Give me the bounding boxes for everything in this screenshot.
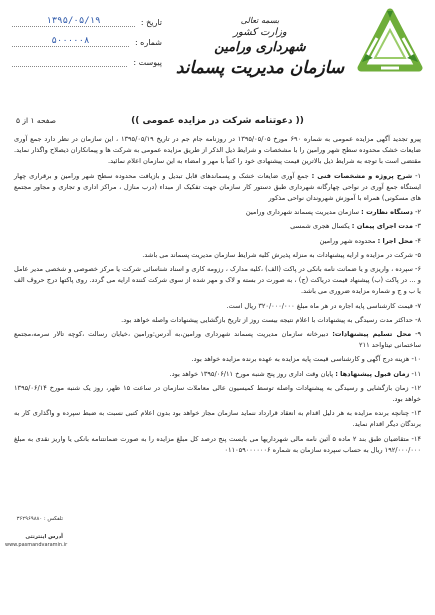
attachment-row: [12, 52, 162, 67]
condition-text: زمان بازگشایی و رسیدگی به پیشنهادات واصله توسط کمیسیون عالی معاملات سازمان در ساعت ۱۵ ظهر، روز یک شنبه مورخ ۱۳۹۵/۰۶/۱۴ خواهد بود.: [14, 383, 421, 404]
condition-text: هزینه درج آگهی و کارشناسی قیمت پایه مزایده به عهده برنده مزایده خواهد بود.: [191, 355, 410, 364]
condition-text: سازمان مدیریت پسماند شهرداری ورامین: [245, 208, 362, 217]
ministry-name: وزارت کشور: [233, 27, 287, 38]
date-row: [12, 12, 162, 27]
phone-fax: تلفکس : ۳۶۲۹۶۹۸۸۰: [16, 516, 63, 522]
recycling-logo-icon: [357, 8, 423, 78]
number-row: [12, 32, 162, 47]
condition-label: زمان قبول پیشنهادها :: [335, 369, 410, 378]
condition-text: یکسال هجری شمسی: [290, 222, 352, 231]
condition-item: [14, 434, 421, 456]
condition-number: ۷-: [415, 301, 421, 310]
condition-label: محل تسلیم پیشنهادات:: [332, 330, 412, 339]
document-body: [14, 134, 421, 459]
condition-number: ۱۳-: [411, 409, 421, 418]
municipality-name: شهرداری ورامین: [214, 40, 306, 55]
page-number: صفحه ۱ از ۵: [16, 116, 56, 125]
condition-number: ۱۱-: [411, 369, 421, 378]
condition-text: حداکثر مدت رسیدگی به پیشنهادات با اعلام نتیجه بیست روز از تاریخ بازگشایی پیشنهادات واصله خواهد بود.: [121, 315, 413, 324]
condition-number: ۴-: [415, 236, 421, 245]
date-label: تاریخ :: [140, 18, 162, 27]
condition-item: [14, 221, 421, 232]
condition-label: محل اجرا :: [377, 236, 413, 245]
condition-number: ۹-: [415, 330, 421, 339]
condition-number: ۱۲-: [411, 383, 421, 392]
letterhead: [165, 16, 355, 78]
condition-number: ۱۰-: [411, 355, 421, 364]
intro-paragraph: پیرو تجدید آگهی مزایده عمومی به شماره ۶۹۰ مورخ ۱۳۹۵/۰۵/۰۵ در روزنامه جام جم در تاریخ ۱۳۹۵/۰۵/۱۹ ، این سازمان در نظر دارد جمع آوری ضایعات خشک محدوده سطح شهر ورامین را با مشخصات و شرایط ذیل الذکر از طریق مزایده عمومی به شرکت ها و پیمانکاران ذیصلاح واگذار نماید. مقتضی است با توجه به شرایط ذیل بالاترین قیمت پیشنهادی خود را کتباً با مهر و امضاء به این سازمان اعلام نمائید.: [14, 135, 421, 166]
header-meta: [12, 12, 162, 72]
condition-item: [14, 207, 421, 218]
condition-text: شرکت در مزایده و ارایه پیشنهادات به منزله پذیرش کلیه شرایط سازمان مدیریت پسماند می باشد.: [142, 250, 413, 259]
condition-item: [14, 383, 421, 405]
condition-number: ۱۴-: [411, 434, 421, 443]
contact-sidebar: [0, 408, 68, 615]
conditions-list: [14, 171, 421, 456]
condition-number: ۱-: [415, 171, 421, 180]
condition-number: ۲-: [415, 208, 421, 217]
condition-item: [14, 354, 421, 365]
condition-item: [14, 369, 421, 380]
condition-label: مدت اجرای پیمان :: [351, 222, 413, 231]
condition-text: پایان وقت اداری روز پنج شنبه مورخ ۱۳۹۵/۰۶/۱۱ خواهد بود.: [169, 369, 336, 378]
condition-item: [14, 408, 421, 430]
number-label: شماره :: [134, 38, 162, 47]
condition-number: ۵-: [415, 250, 421, 259]
condition-text: متقاضیان طبق بند ۲ ماده ۵ آئین نامه مالی شهرداریها می بایست پنج درصد کل مبلغ مزایده را به صورت ضمانتنامه بانکی یا واریز نقدی به مبلغ ۱۹۲/۰۰۰/۰۰۰ ریال به حساب سپرده سازمان به شماره ۰۱۱۰۵۹۰۰۰۰۰۰۶: [14, 434, 421, 454]
number-value: ۵۰۰۰۰۰۸: [12, 36, 129, 47]
condition-item: [14, 301, 421, 312]
condition-item: [14, 250, 421, 261]
website-label: آدرس اینترنتی: [25, 534, 63, 540]
condition-text: دبیرخانه سازمان مدیریت پسماند شهرداری ورامین،به آدرس:ورامین ،خیابان رسالت ،کوچه تالار سرمه،مجتمع ساختمانی تیتاواحد ۲۱۱: [14, 330, 421, 350]
condition-text: محدوده شهر ورامین: [319, 236, 378, 245]
condition-item: [14, 329, 421, 351]
condition-item: [14, 236, 421, 247]
condition-item: [14, 171, 421, 205]
attachment-value: [12, 66, 127, 67]
condition-label: شرح پروژه و مشخصات فنی :: [311, 171, 413, 180]
condition-number: ۸-: [415, 315, 421, 324]
attachment-label: پیوست :: [133, 58, 162, 67]
condition-text: چنانچه برنده مزایده به هر دلیل اقدام به انعقاد قرارداد ننماید سازمان مجاز خواهد بود بدون اعلام کتبی نسبت به ضبط سپرده و واگذاری کار به برندگان دیگر اقدام نماید.: [14, 409, 421, 429]
condition-label: دستگاه نظارت :: [361, 208, 413, 217]
document-title: (( دعوتنامه شرکت در مزایده عمومی )): [131, 116, 304, 126]
condition-item: [14, 264, 421, 298]
condition-text: قیمت کارشناسی پایه اجاره در هر ماه مبلغ ۳۲۰/۰۰۰/۰۰۰ ریال است.: [226, 301, 413, 310]
condition-text: سپرده ، واریزی و یا ضمانت نامه بانکی در پاکت (الف) ،کلیه مدارک ، رزومه کاری و اسناد شناسائی شرکت یا مرکز خصوصی و شخصی مدیر عامل و ... در پاکت (ب) پیشنهاد قیمت دریاکت (ج) ، به صورت در بسته و لاک و مهر شده از سوی شرکت کننده ارایه می گردد. روی پاکتها درج حروف الف یا ب و ج و شماره مزایده ضروری می باشد.: [14, 265, 421, 296]
condition-number: ۶-: [415, 265, 421, 274]
bismillah: بسمه تعالی: [240, 16, 280, 25]
website-link[interactable]: www.pasmandvaramin.ir: [5, 542, 68, 548]
condition-text: جمع آوری ضایعات خشک و پسماندهای قابل تبدیل و بازیافت محدوده سطح شهر ورامین و برقراری چهار ایستگاه جمع آوری در نواحی چهارگانه شهرداری طبق دستور کار سازمان جهت تفکیک از مبداء (درب منازل ، مراکز اداری و تجاری و مجاور مجتمع های مسکونی) همراه با آموزش شهروندان نواحی مذکور: [14, 171, 421, 203]
date-value: ۱۳۹۵/۰۵/۱۹: [12, 16, 135, 27]
condition-item: [14, 315, 421, 326]
organization-name: سازمان مدیریت پسماند: [175, 58, 345, 78]
condition-number: ۳-: [415, 222, 421, 231]
